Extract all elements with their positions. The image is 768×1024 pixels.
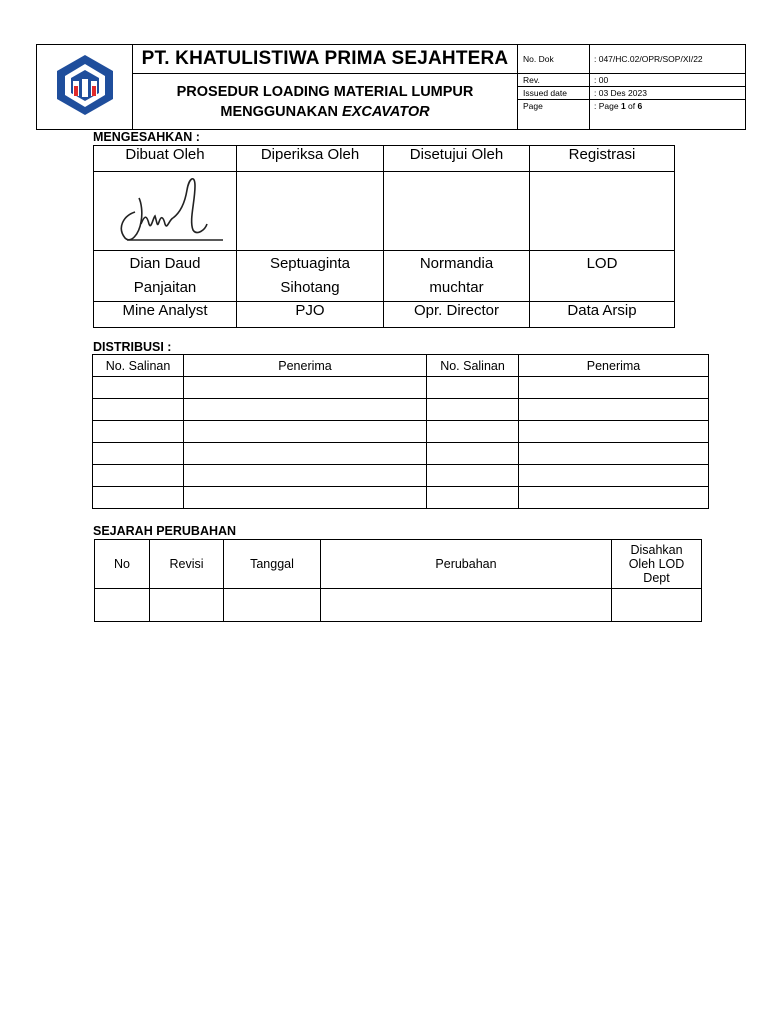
history-cell[interactable] bbox=[95, 589, 150, 622]
distribution-cell[interactable] bbox=[427, 443, 519, 465]
signature-cell-made-by bbox=[94, 172, 237, 251]
history-row bbox=[95, 589, 702, 622]
distribution-cell[interactable] bbox=[519, 399, 709, 421]
approver-role-registration: Data Arsip bbox=[530, 302, 675, 328]
document-title bbox=[133, 74, 518, 130]
meta-key-issued-date: Issued date bbox=[518, 87, 590, 100]
approval-header-made-by: Dibuat Oleh bbox=[94, 146, 237, 172]
meta-key-page: Page bbox=[518, 100, 590, 130]
meta-key-rev: Rev. bbox=[518, 74, 590, 87]
signature-cell-checked-by bbox=[237, 172, 384, 251]
distribution-cell[interactable] bbox=[427, 487, 519, 509]
distribution-cell[interactable] bbox=[184, 465, 427, 487]
distribution-row bbox=[93, 421, 709, 443]
distribution-cell[interactable] bbox=[519, 421, 709, 443]
meta-value-issued-date: : 03 Des 2023 bbox=[590, 87, 746, 100]
document-title-line2: MENGGUNAKAN EXCAVATOR bbox=[220, 103, 430, 120]
approval-label: MENGESAHKAN : bbox=[93, 130, 200, 144]
distribution-cell[interactable] bbox=[427, 399, 519, 421]
approver-name-made-by: Dian Daud Panjaitan bbox=[94, 251, 237, 302]
company-name: PT. KHATULISTIWA PRIMA SEJAHTERA bbox=[133, 45, 518, 74]
meta-key-doc-no: No. Dok bbox=[518, 45, 590, 74]
distribution-cell[interactable] bbox=[93, 377, 184, 399]
distribution-cell[interactable] bbox=[93, 487, 184, 509]
approver-role-made-by: Mine Analyst bbox=[94, 302, 237, 328]
approval-header-checked-by: Diperiksa Oleh bbox=[237, 146, 384, 172]
history-header-change: Perubahan bbox=[321, 540, 612, 589]
signature-cell-registration bbox=[530, 172, 675, 251]
distribution-row bbox=[93, 487, 709, 509]
history-cell[interactable] bbox=[321, 589, 612, 622]
meta-value-rev: : 00 bbox=[590, 74, 746, 87]
history-header-approved-by: Disahkan Oleh LOD Dept bbox=[612, 540, 702, 589]
distribution-cell[interactable] bbox=[427, 421, 519, 443]
distribution-table bbox=[92, 354, 709, 509]
distribution-cell[interactable] bbox=[519, 487, 709, 509]
distribution-header-copy-no-2: No. Salinan bbox=[427, 355, 519, 377]
distribution-cell[interactable] bbox=[93, 399, 184, 421]
approver-role-approved-by: Opr. Director bbox=[384, 302, 530, 328]
approver-name-approved-by: Normandia muchtar bbox=[384, 251, 530, 302]
history-cell[interactable] bbox=[150, 589, 224, 622]
distribution-cell[interactable] bbox=[184, 443, 427, 465]
distribution-cell[interactable] bbox=[427, 377, 519, 399]
distribution-cell[interactable] bbox=[519, 443, 709, 465]
distribution-header-recipient-2: Penerima bbox=[519, 355, 709, 377]
history-header-row bbox=[95, 540, 702, 589]
approver-role-checked-by: PJO bbox=[237, 302, 384, 328]
document-header bbox=[36, 44, 746, 130]
distribution-cell[interactable] bbox=[519, 465, 709, 487]
signature-cell-approved-by bbox=[384, 172, 530, 251]
history-header-date: Tanggal bbox=[224, 540, 321, 589]
distribution-header-recipient-1: Penerima bbox=[184, 355, 427, 377]
distribution-header-copy-no-1: No. Salinan bbox=[93, 355, 184, 377]
distribution-cell[interactable] bbox=[519, 377, 709, 399]
distribution-cell[interactable] bbox=[184, 399, 427, 421]
distribution-row bbox=[93, 377, 709, 399]
revision-history-table bbox=[94, 539, 702, 622]
history-cell[interactable] bbox=[612, 589, 702, 622]
history-header-no: No bbox=[95, 540, 150, 589]
approver-name-checked-by: Septuaginta Sihotang bbox=[237, 251, 384, 302]
approval-header-approved-by: Disetujui Oleh bbox=[384, 146, 530, 172]
distribution-header-row bbox=[93, 355, 709, 377]
history-label: SEJARAH PERUBAHAN bbox=[93, 524, 237, 538]
approval-header-registration: Registrasi bbox=[530, 146, 675, 172]
company-logo bbox=[37, 45, 133, 130]
distribution-cell[interactable] bbox=[184, 487, 427, 509]
distribution-row bbox=[93, 465, 709, 487]
approver-name-registration: LOD bbox=[530, 251, 675, 302]
distribution-row bbox=[93, 443, 709, 465]
company-logo-icon bbox=[53, 53, 117, 117]
distribution-row bbox=[93, 399, 709, 421]
distribution-cell[interactable] bbox=[93, 465, 184, 487]
distribution-cell[interactable] bbox=[427, 465, 519, 487]
history-header-revision: Revisi bbox=[150, 540, 224, 589]
distribution-cell[interactable] bbox=[184, 421, 427, 443]
handwritten-signature bbox=[95, 172, 235, 246]
meta-value-page: : Page 1 of 6 bbox=[590, 100, 746, 130]
document-title-line1: PROSEDUR LOADING MATERIAL LUMPUR bbox=[176, 83, 474, 100]
distribution-cell[interactable] bbox=[184, 377, 427, 399]
distribution-cell[interactable] bbox=[93, 443, 184, 465]
history-cell[interactable] bbox=[224, 589, 321, 622]
distribution-label: DISTRIBUSI : bbox=[93, 340, 172, 354]
meta-value-doc-no: : 047/HC.02/OPR/SOP/XI/22 bbox=[590, 45, 746, 74]
approval-table bbox=[93, 145, 675, 328]
distribution-cell[interactable] bbox=[93, 421, 184, 443]
